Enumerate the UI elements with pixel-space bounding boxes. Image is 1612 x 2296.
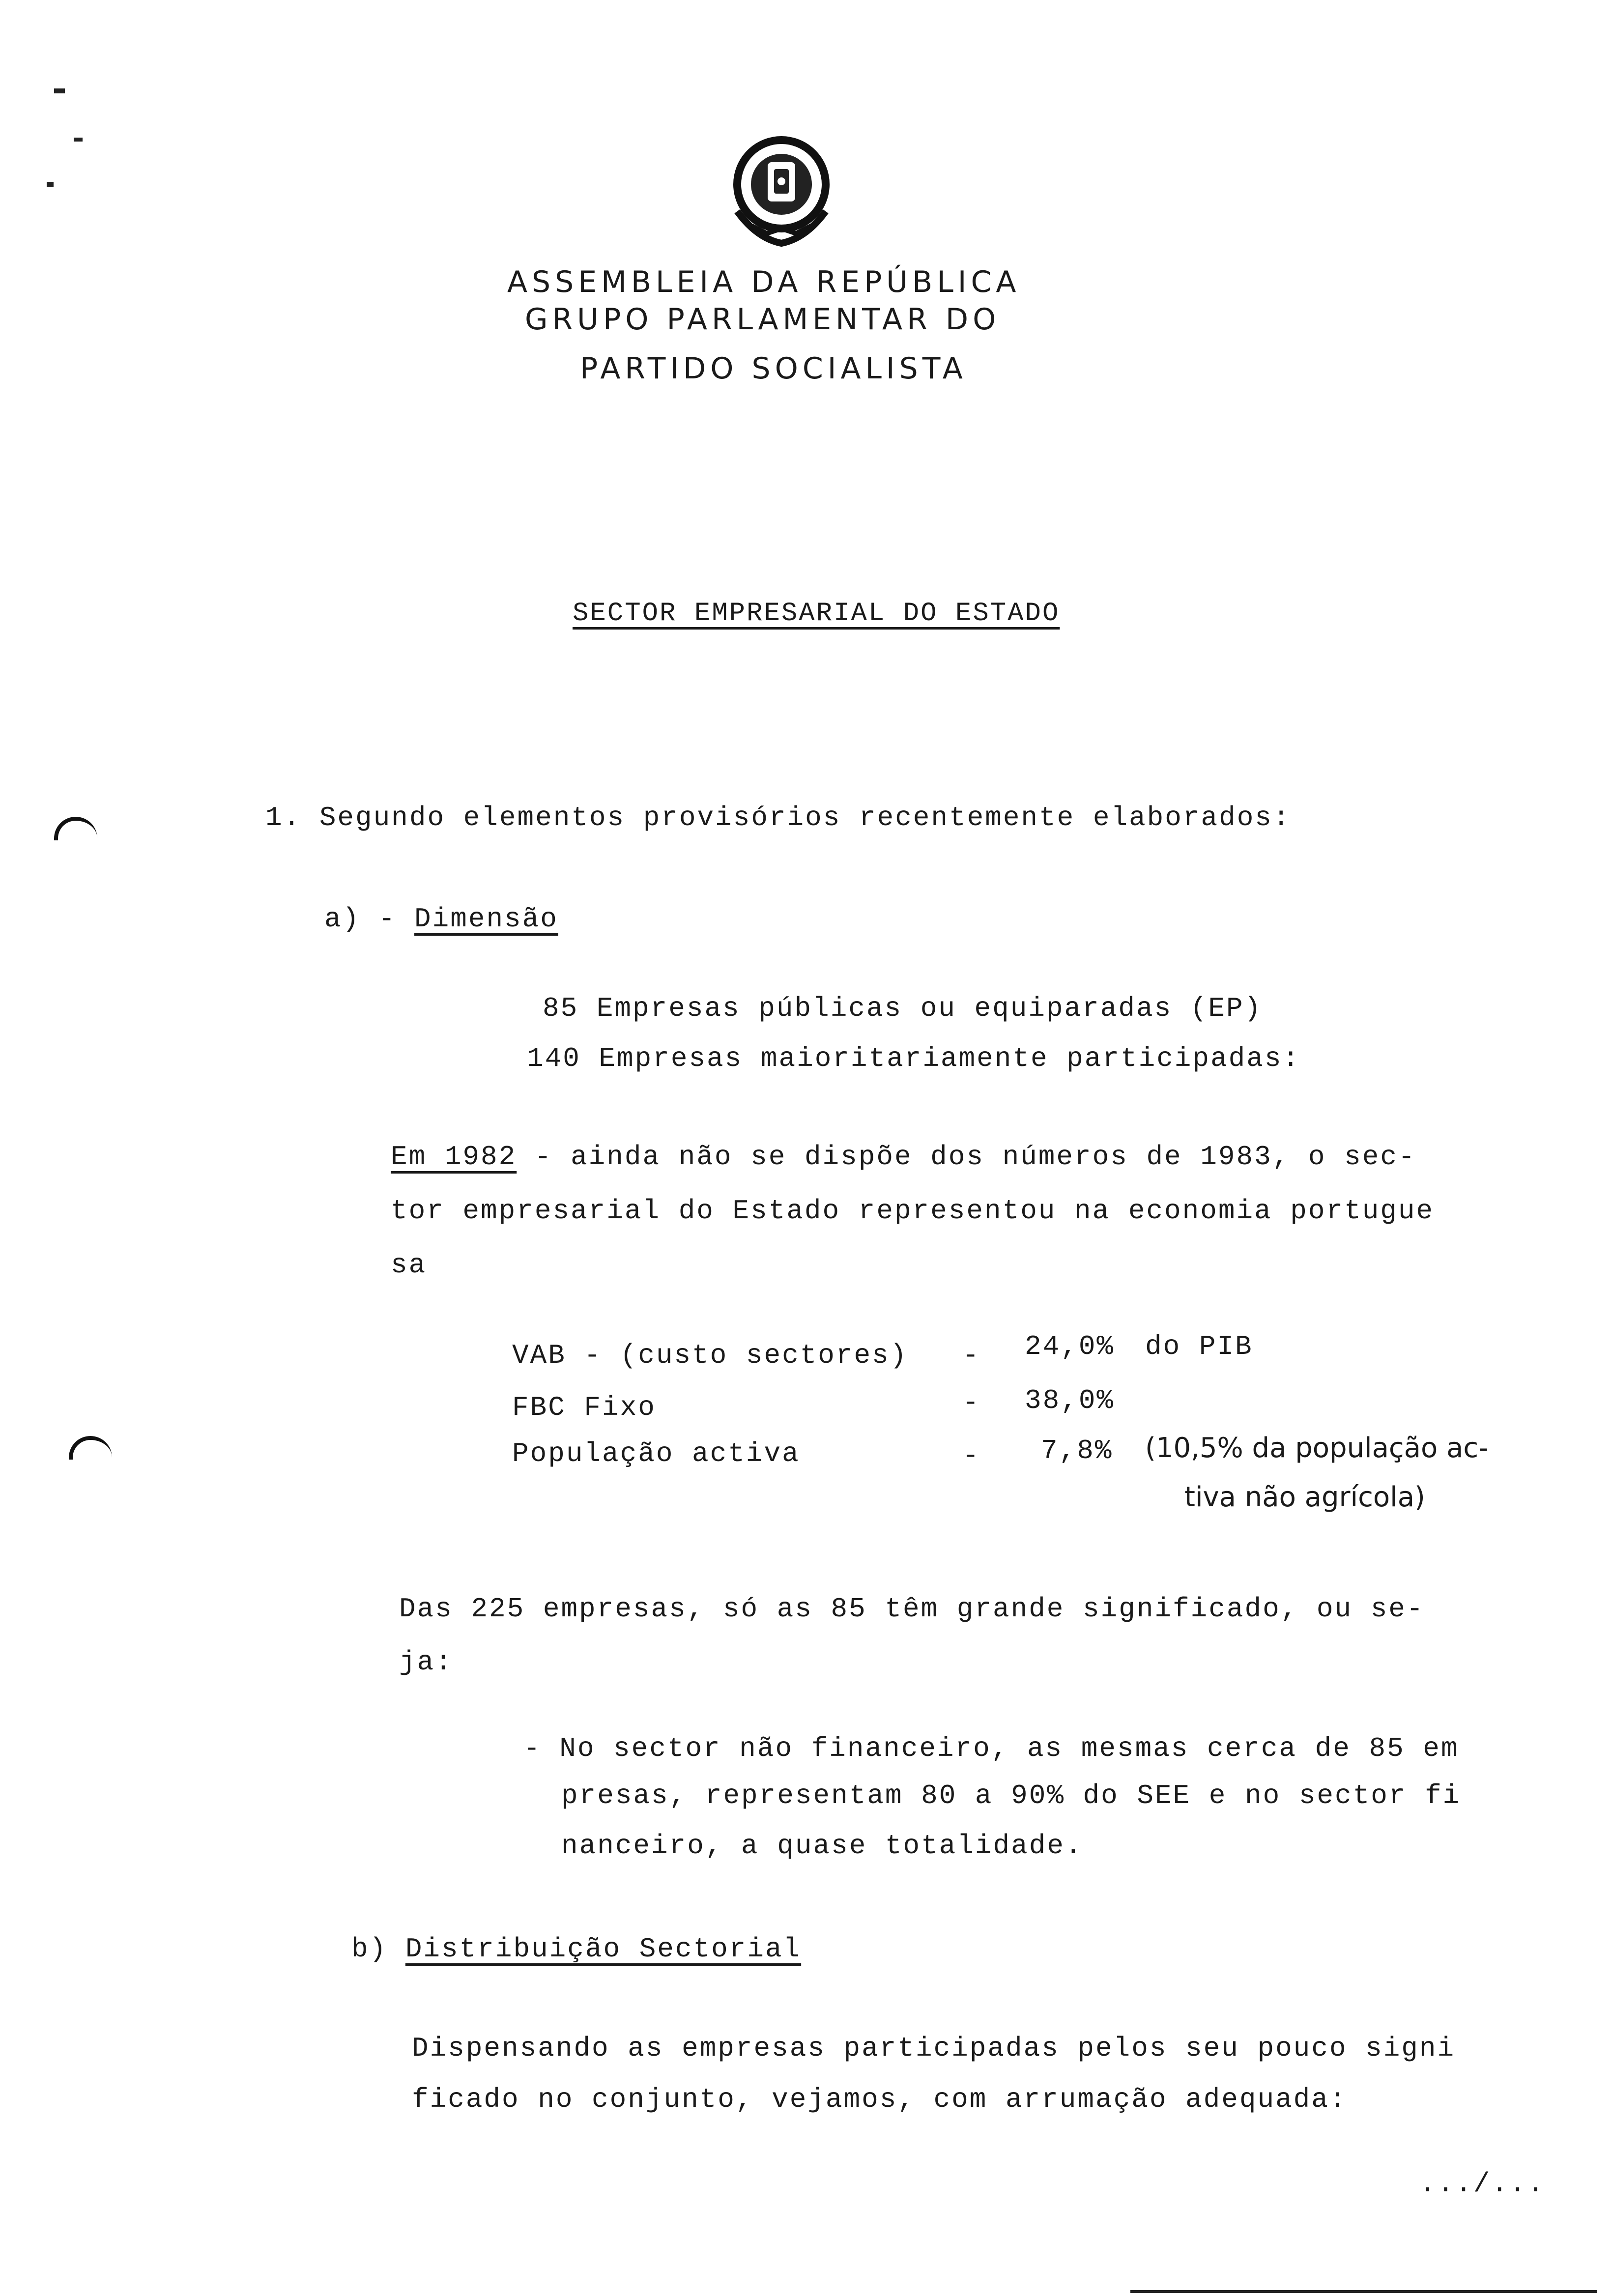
- subsection-b-heading: [351, 1935, 801, 1963]
- table-row-label: População activa: [512, 1438, 800, 1469]
- dispensando-line2: ficado no conjunto, vejamos, com arrumação adequada:: [412, 2084, 1348, 2115]
- table-row-dash: -: [962, 1387, 980, 1418]
- table-row-label: VAB - (custo sectores): [512, 1340, 908, 1371]
- year-1982: Em 1982: [391, 1141, 517, 1173]
- table-row-note: do PIB: [1145, 1331, 1253, 1362]
- subsection-b-title: Distribuição Sectorial: [405, 1933, 802, 1965]
- table-note-continuation: tiva não agrícola): [1184, 1481, 1425, 1513]
- scan-speck: [74, 138, 83, 142]
- punch-hole-mark: [54, 817, 97, 840]
- document-title: SECTOR EMPRESARIAL DO ESTADO: [573, 599, 1060, 629]
- scan-speck: [54, 88, 65, 93]
- dimension-line-2: 140 Empresas maioritariamente participadas:: [527, 1043, 1301, 1074]
- das-225-line1: Das 225 empresas, só as 85 têm grande significado, ou se-: [399, 1593, 1425, 1625]
- scan-speck: [47, 182, 54, 187]
- table-row-value: 38,0%: [1025, 1385, 1115, 1416]
- subsection-a-heading: [324, 905, 558, 933]
- scan-edge-line: [1130, 2290, 1597, 2293]
- punch-hole-mark: [69, 1436, 112, 1460]
- bullet-line1: - No sector não financeiro, as mesmas cerca de 85 em: [523, 1733, 1459, 1764]
- das-225-line2: ja:: [399, 1646, 453, 1678]
- paragraph-1982-line1-rest: - ainda não se dispõe dos números de 1983, o sec-: [517, 1141, 1416, 1173]
- org-name-line3: PARTIDO SOCIALISTA: [580, 351, 967, 386]
- paragraph-1982-line2: tor empresarial do Estado representou na economia portugue: [391, 1195, 1435, 1227]
- section-1-intro: 1. Segundo elementos provisórios recentemente elaborados:: [265, 802, 1291, 833]
- table-row-dash: -: [962, 1440, 980, 1471]
- table-row-value: 24,0%: [1025, 1331, 1115, 1362]
- bullet-line2: presas, representam 80 a 90% do SEE e no sector fi: [561, 1780, 1461, 1811]
- table-row-note: (10,5% da população ac-: [1145, 1432, 1489, 1464]
- paragraph-1982-line3: sa: [391, 1249, 427, 1281]
- paragraph-1982-line1: [391, 1143, 1416, 1171]
- subsection-a-label: a) -: [324, 903, 415, 935]
- org-name-line2: GRUPO PARLAMENTAR DO: [525, 302, 1001, 337]
- continuation-mark: .../...: [1419, 2168, 1546, 2200]
- dimension-line-1: 85 Empresas públicas ou equiparadas (EP): [543, 993, 1263, 1024]
- subsection-a-title: Dimensão: [414, 903, 558, 935]
- coat-of-arms-emblem: [727, 133, 835, 251]
- bullet-line3: nanceiro, a quase totalidade.: [561, 1830, 1083, 1862]
- table-row-value: 7,8%: [1041, 1435, 1113, 1466]
- subsection-b-label: b): [351, 1933, 405, 1965]
- dispensando-line1: Dispensando as empresas participadas pelos seu pouco signi: [412, 2033, 1456, 2064]
- table-row-label: FBC Fixo: [512, 1392, 656, 1423]
- table-row-dash: -: [962, 1340, 980, 1371]
- org-name-line1: ASSEMBLEIA DA REPÚBLICA: [507, 265, 1021, 299]
